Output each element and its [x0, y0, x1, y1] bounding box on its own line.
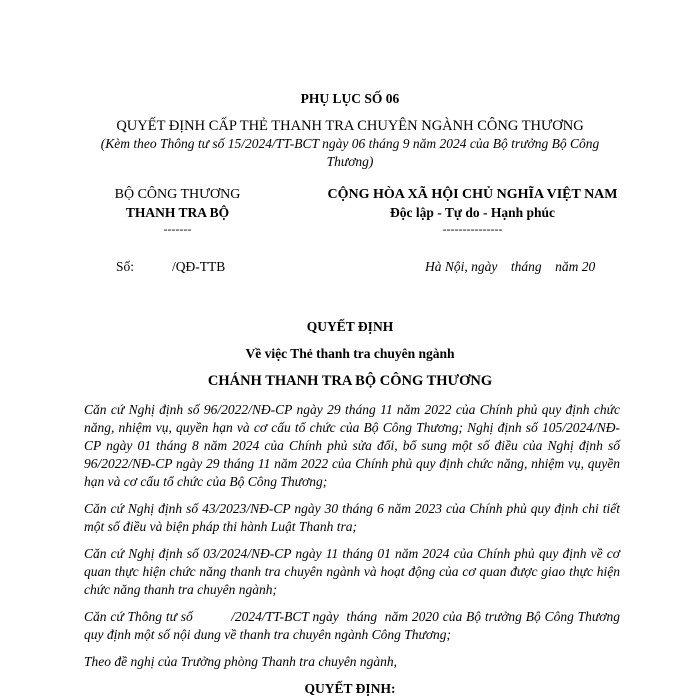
form-title: QUYẾT ĐỊNH CẤP THẺ THANH TRA CHUYÊN NGÀNH CÔNG THƯƠNG — [116, 118, 584, 134]
issuing-authority-block — [70, 186, 285, 236]
decision-title: QUYẾT ĐỊNH — [306, 319, 394, 334]
national-motto-block — [260, 186, 685, 236]
decides-heading: QUYẾT ĐỊNH: — [304, 681, 396, 696]
attachment-note: (Kèm theo Thông tư số 15/2024/TT-BCT ngày 06 tháng 9 năm 2024 của Bộ trưởng Bộ Công Thương) — [100, 136, 600, 169]
document-number-label: Số: — [116, 259, 135, 274]
decision-subject: Về việc Thẻ thanh tra chuyên ngành — [245, 346, 455, 361]
ministry-name: BỘ CÔNG THƯƠNG — [114, 187, 241, 202]
national-motto: Độc lập - Tự do - Hạnh phúc — [389, 205, 556, 220]
issuer-title: CHÁNH THANH TRA BỘ CÔNG THƯƠNG — [207, 373, 493, 389]
appendix-title: PHỤ LỤC SỐ 06 — [300, 91, 400, 106]
motto-separator: --------------- — [442, 222, 503, 236]
authority-separator: ------- — [163, 222, 192, 236]
legal-basis-paragraph: Căn cứ Thông tư số /2024/TT-BCT ngày tháng năm 2020 của Bộ trưởng Bộ Công Thương quy định một số nội dung về thanh tra chuyên ngành Công Thương; — [84, 609, 624, 642]
legal-basis-paragraph: Căn cứ Nghị định số 43/2023/NĐ-CP ngày 30 tháng 6 năm 2023 của Chính phủ quy định chi tiết một số điều và biện pháp thi hành Luật Thanh tra; — [84, 501, 620, 534]
proposal-paragraph: Theo đề nghị của Trưởng phòng Thanh tra chuyên ngành, — [84, 654, 398, 669]
place-and-date: Hà Nội, ngày tháng năm 20 — [425, 259, 596, 274]
legal-basis-paragraph: Căn cứ Nghị định số 03/2024/NĐ-CP ngày 11 tháng 01 năm 2024 của Chính phủ quy định về cơ quan thực hiện chức năng thanh tra chuyên ngành và hoạt động của cơ quan được giao thực hiện chức năng thanh tra chuyên ngành; — [84, 546, 620, 597]
legal-basis-paragraph: Căn cứ Nghị định số 96/2022/NĐ-CP ngày 29 tháng 11 năm 2022 của Chính phủ quy định chức năng, nhiệm vụ, quyền hạn và cơ cấu tổ chức của Bộ Công Thương; Nghị định số 105/2024/NĐ-CP ngày 01 tháng 8 năm 2024 của Chính phủ sửa đổi, bổ sung một số điều của Nghị định số 96/2022/NĐ-CP ngày 29 tháng 11 năm 2022 của Chính phủ quy định chức năng, nhiệm vụ, quyền hạn và cơ cấu tổ chức của Bộ Công Thương; — [84, 402, 620, 489]
inspectorate-name: THANH TRA BỘ — [125, 205, 230, 220]
country-name: CỘNG HÒA XÃ HỘI CHỦ NGHĨA VIỆT NAM — [327, 187, 618, 202]
document-number-suffix: /QĐ-TTB — [172, 259, 226, 274]
